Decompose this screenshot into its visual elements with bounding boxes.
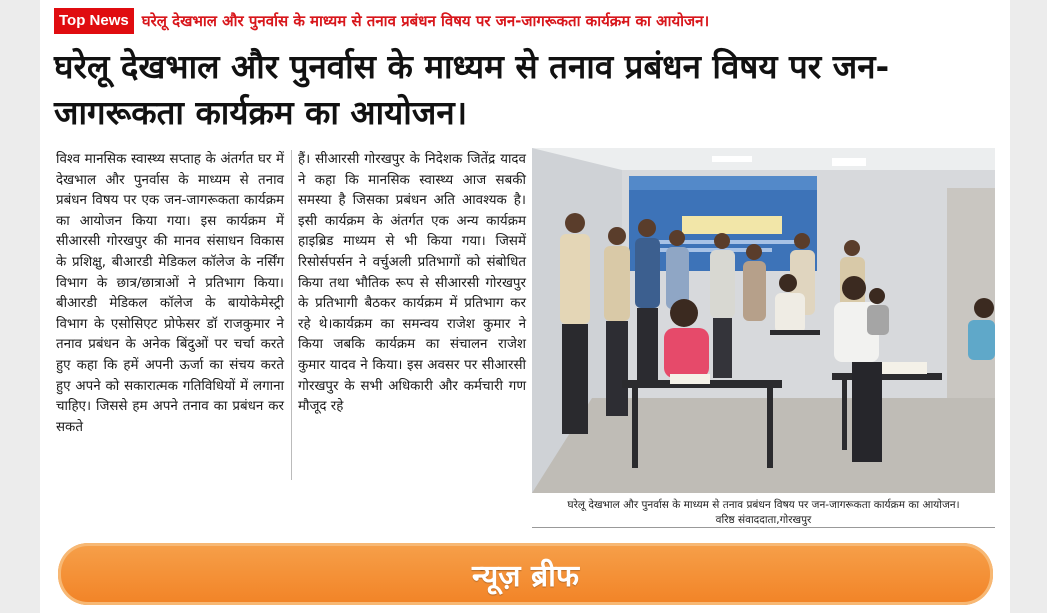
column-divider	[291, 150, 292, 480]
caption-text: घरेलू देखभाल और पुनर्वास के माध्यम से तनाव प्रबंधन विषय पर जन-जागरूकता कार्यक्रम का आयोजन।	[567, 499, 960, 511]
newspaper-page	[40, 0, 1010, 613]
ticker-headline[interactable]: घरेलू देखभाल और पुनर्वास के माध्यम से तनाव प्रबंधन विषय पर जन-जागरूकता कार्यक्रम का आयोजन।	[141, 12, 710, 30]
event-photo	[532, 148, 995, 493]
news-brief-banner[interactable]	[58, 543, 993, 605]
caption-divider	[532, 527, 995, 528]
news-brief-label: न्यूज़ ब्रीफ	[472, 558, 579, 594]
article-column-2: हैं। सीआरसी गोरखपुर के निदेशक जितेंद्र यादव ने कहा कि मानसिक स्वास्थ्य आज सबकी समस्या है जिसका प्रबंधन अति आवश्यक है। इसी कार्यक्रम के अंतर्गत एक अन्य कार्यक्रम हाइब्रिड माध्यम से भी किया गया। जिसमें रिसोर्सपर्सन ने वर्चुअली प्रतिभागों को संबोधित किया तथा भौतिक रूप से सीआरसी गोरखपुर के प्रतिभागी बैठकर कार्यक्रम में प्रतिभाग कर रहे थे।कार्यक्रम का समन्वय राजेश कुमार ने किया जबकि कार्यक्रम का संचालन राजेश कुमार यादव ने किया। इस अवसर पर सीआरसी गोरखपुर के सभी अधिकारी और कर्मचारी गण मौजूद रहे	[298, 152, 526, 415]
photo-caption	[532, 498, 995, 528]
caption-credit: वरिष्ठ संवाददाता,गोरखपुर	[715, 514, 812, 526]
top-news-ticker[interactable]	[54, 8, 709, 34]
article-column-1: विश्व मानसिक स्वास्थ्य सप्ताह के अंतर्गत घर में देखभाल और पुनर्वास के माध्यम से तनाव प्रबंधन विषय पर एक जन-जागरूकता कार्यक्रम का आयोजन किया गया। इस कार्यक्रम में सीआरसी गोरखपुर की मानव संसाधन विकास के प्रशिक्षु, बीआरडी मेडिकल कॉलेज के नर्सिंग विभाग के छात्र/छात्राओं ने प्रतिभाग किया। बीआरडी मेडिकल कॉलेज के बायोकेमेस्ट्री विभाग के एसोसिएट प्रोफेसर डॉ राजकुमार ने तनाव प्रबंधन के अनेक बिंदुओं पर चर्चा करते हुए कहा कि हमें अपनी ऊर्जा का संचय करते हुए अपने को सकारात्मक गतिविधियों में लगाना चाहिए। जिससे हम अपने तनाव का प्रबंधन कर सकते	[56, 152, 284, 435]
article-headline: घरेलू देखभाल और पुनर्वास के माध्यम से तनाव प्रबंधन विषय पर जन-जागरूकता कार्यक्रम का आयोजन।	[54, 47, 890, 132]
top-news-badge: Top News	[54, 8, 134, 34]
